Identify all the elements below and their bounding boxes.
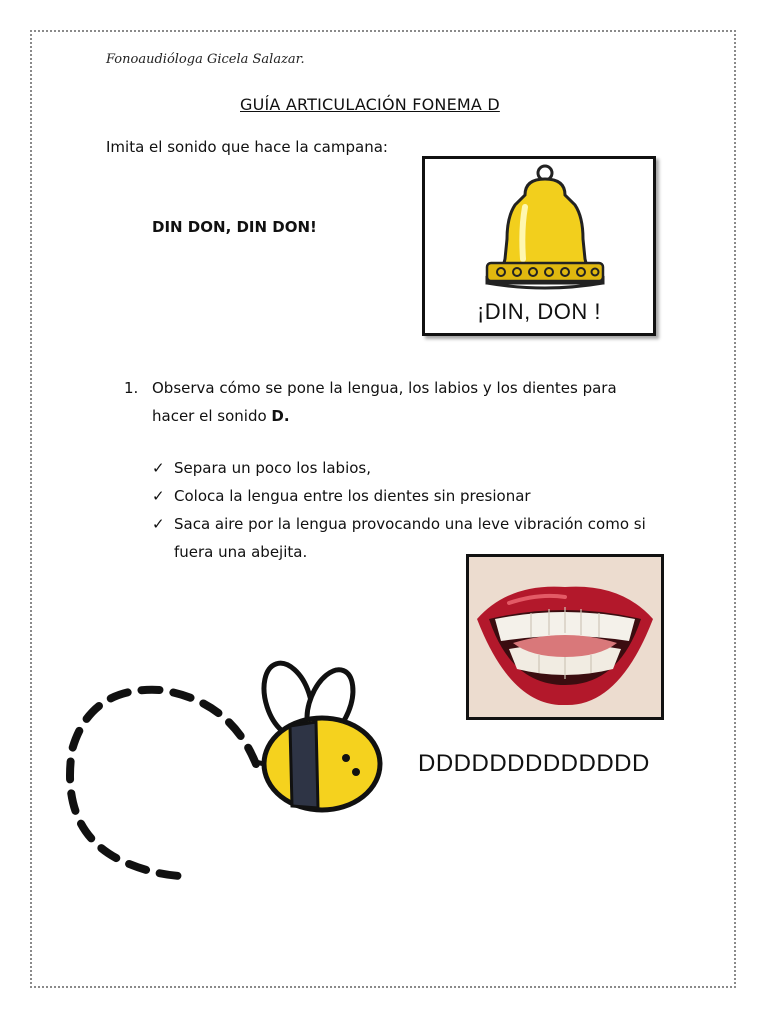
step-text [152, 374, 662, 430]
check-icon: ✓ [152, 487, 165, 505]
mouth-icon [469, 557, 661, 717]
page-title: GUÍA ARTICULACIÓN FONEMA D [240, 95, 500, 114]
list-item-text: Separa un poco los labios, [174, 459, 371, 477]
check-icon: ✓ [152, 459, 165, 477]
bee-icon [60, 660, 400, 910]
mouth-image [466, 554, 664, 720]
bell-card [422, 156, 656, 336]
step-number: 1. [124, 379, 139, 397]
bee-sound-text: DDDDDDDDDDDDD [418, 750, 650, 777]
author-name: Fonoaudióloga Gicela Salazar. [106, 52, 305, 67]
list-item-text: Saca aire por la lengua provocando una leve vibración como si fuera una abejita. [174, 515, 646, 561]
bell-sound-phrase: DIN DON, DIN DON! [152, 218, 317, 236]
bell-caption: ¡DIN, DON ! [476, 299, 602, 324]
check-icon: ✓ [152, 515, 165, 533]
intro-instruction: Imita el sonido que hace la campana: [106, 138, 388, 156]
list-item-text: Coloca la lengua entre los dientes sin presionar [174, 487, 531, 505]
step-instruction: Observa cómo se pone la lengua, los labios y los dientes para hacer el sonido [152, 379, 617, 425]
step-key-sound: D. [271, 407, 290, 425]
